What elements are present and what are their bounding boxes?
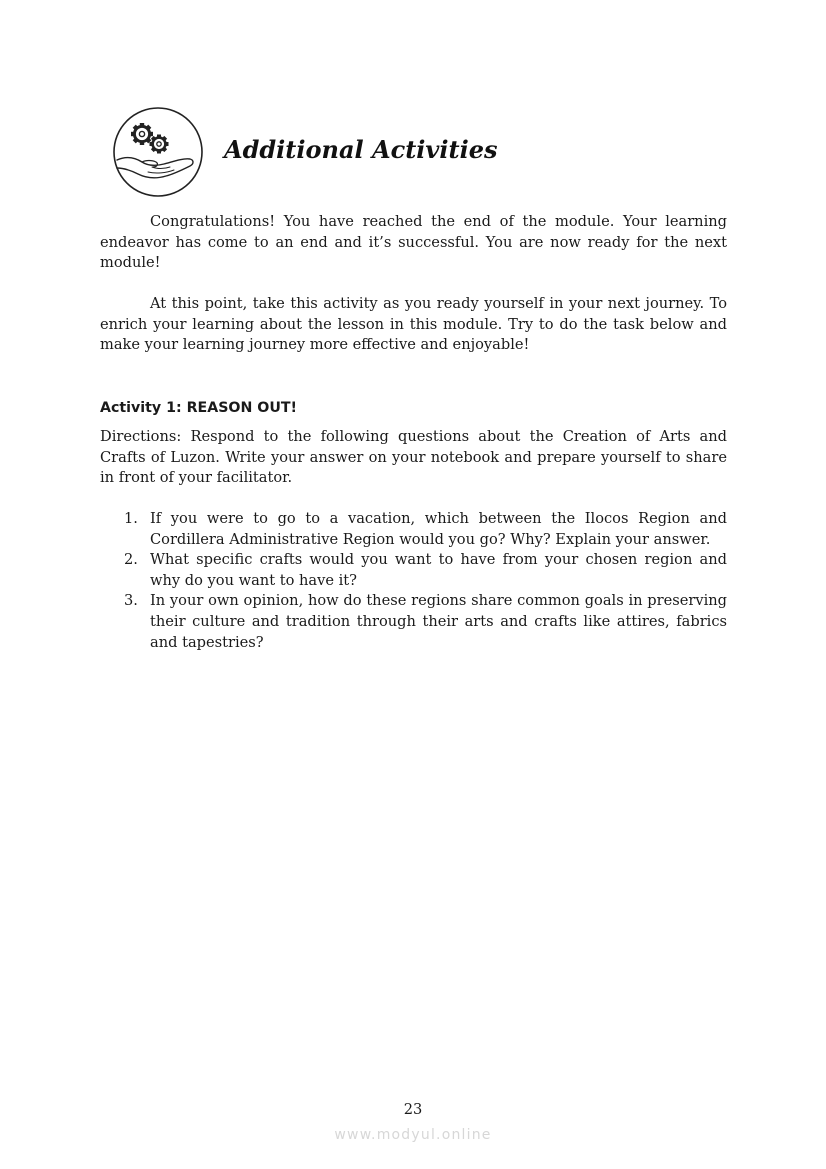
question-list	[100, 509, 727, 653]
page-number: 23	[403, 1101, 423, 1118]
question-number: 2.	[124, 551, 138, 569]
question-text: If you were to go to a vacation, which between the Ilocos Region and Cordillera Administrative Region would you go? Why? Explain your answer.	[150, 510, 727, 548]
question-number: 3.	[124, 592, 138, 610]
question-item	[100, 509, 727, 550]
question-item	[100, 591, 727, 653]
question-text: In your own opinion, how do these regions share common goals in preserving their culture and tradition through their arts and crafts like attires, fabrics and tapestries?	[150, 592, 727, 651]
activity-directions: Directions: Respond to the following questions about the Creation of Arts and Crafts of Luzon. Write your answer on your notebook and prepare yourself to share in front of your facilitator.	[100, 428, 727, 487]
gears-on-hand-icon	[112, 106, 204, 198]
watermark: www.modyul.online	[334, 1127, 492, 1143]
intro-paragraph-1: Congratulations! You have reached the end of the module. Your learning endeavor has come to an end and it’s successful. You are now ready for the next module!	[100, 213, 727, 272]
section-title: Additional Activities	[224, 135, 498, 164]
question-item	[100, 550, 727, 591]
intro-paragraph-2: At this point, take this activity as you ready yourself in your next journey. To enrich your learning about the lesson in this module. Try to do the task below and make your learning journey more effective and enjoyable!	[100, 295, 727, 354]
question-text: What specific crafts would you want to have from your chosen region and why do you want to have it?	[150, 551, 727, 589]
activity-heading: Activity 1: REASON OUT!	[100, 400, 298, 416]
question-number: 1.	[124, 510, 138, 527]
